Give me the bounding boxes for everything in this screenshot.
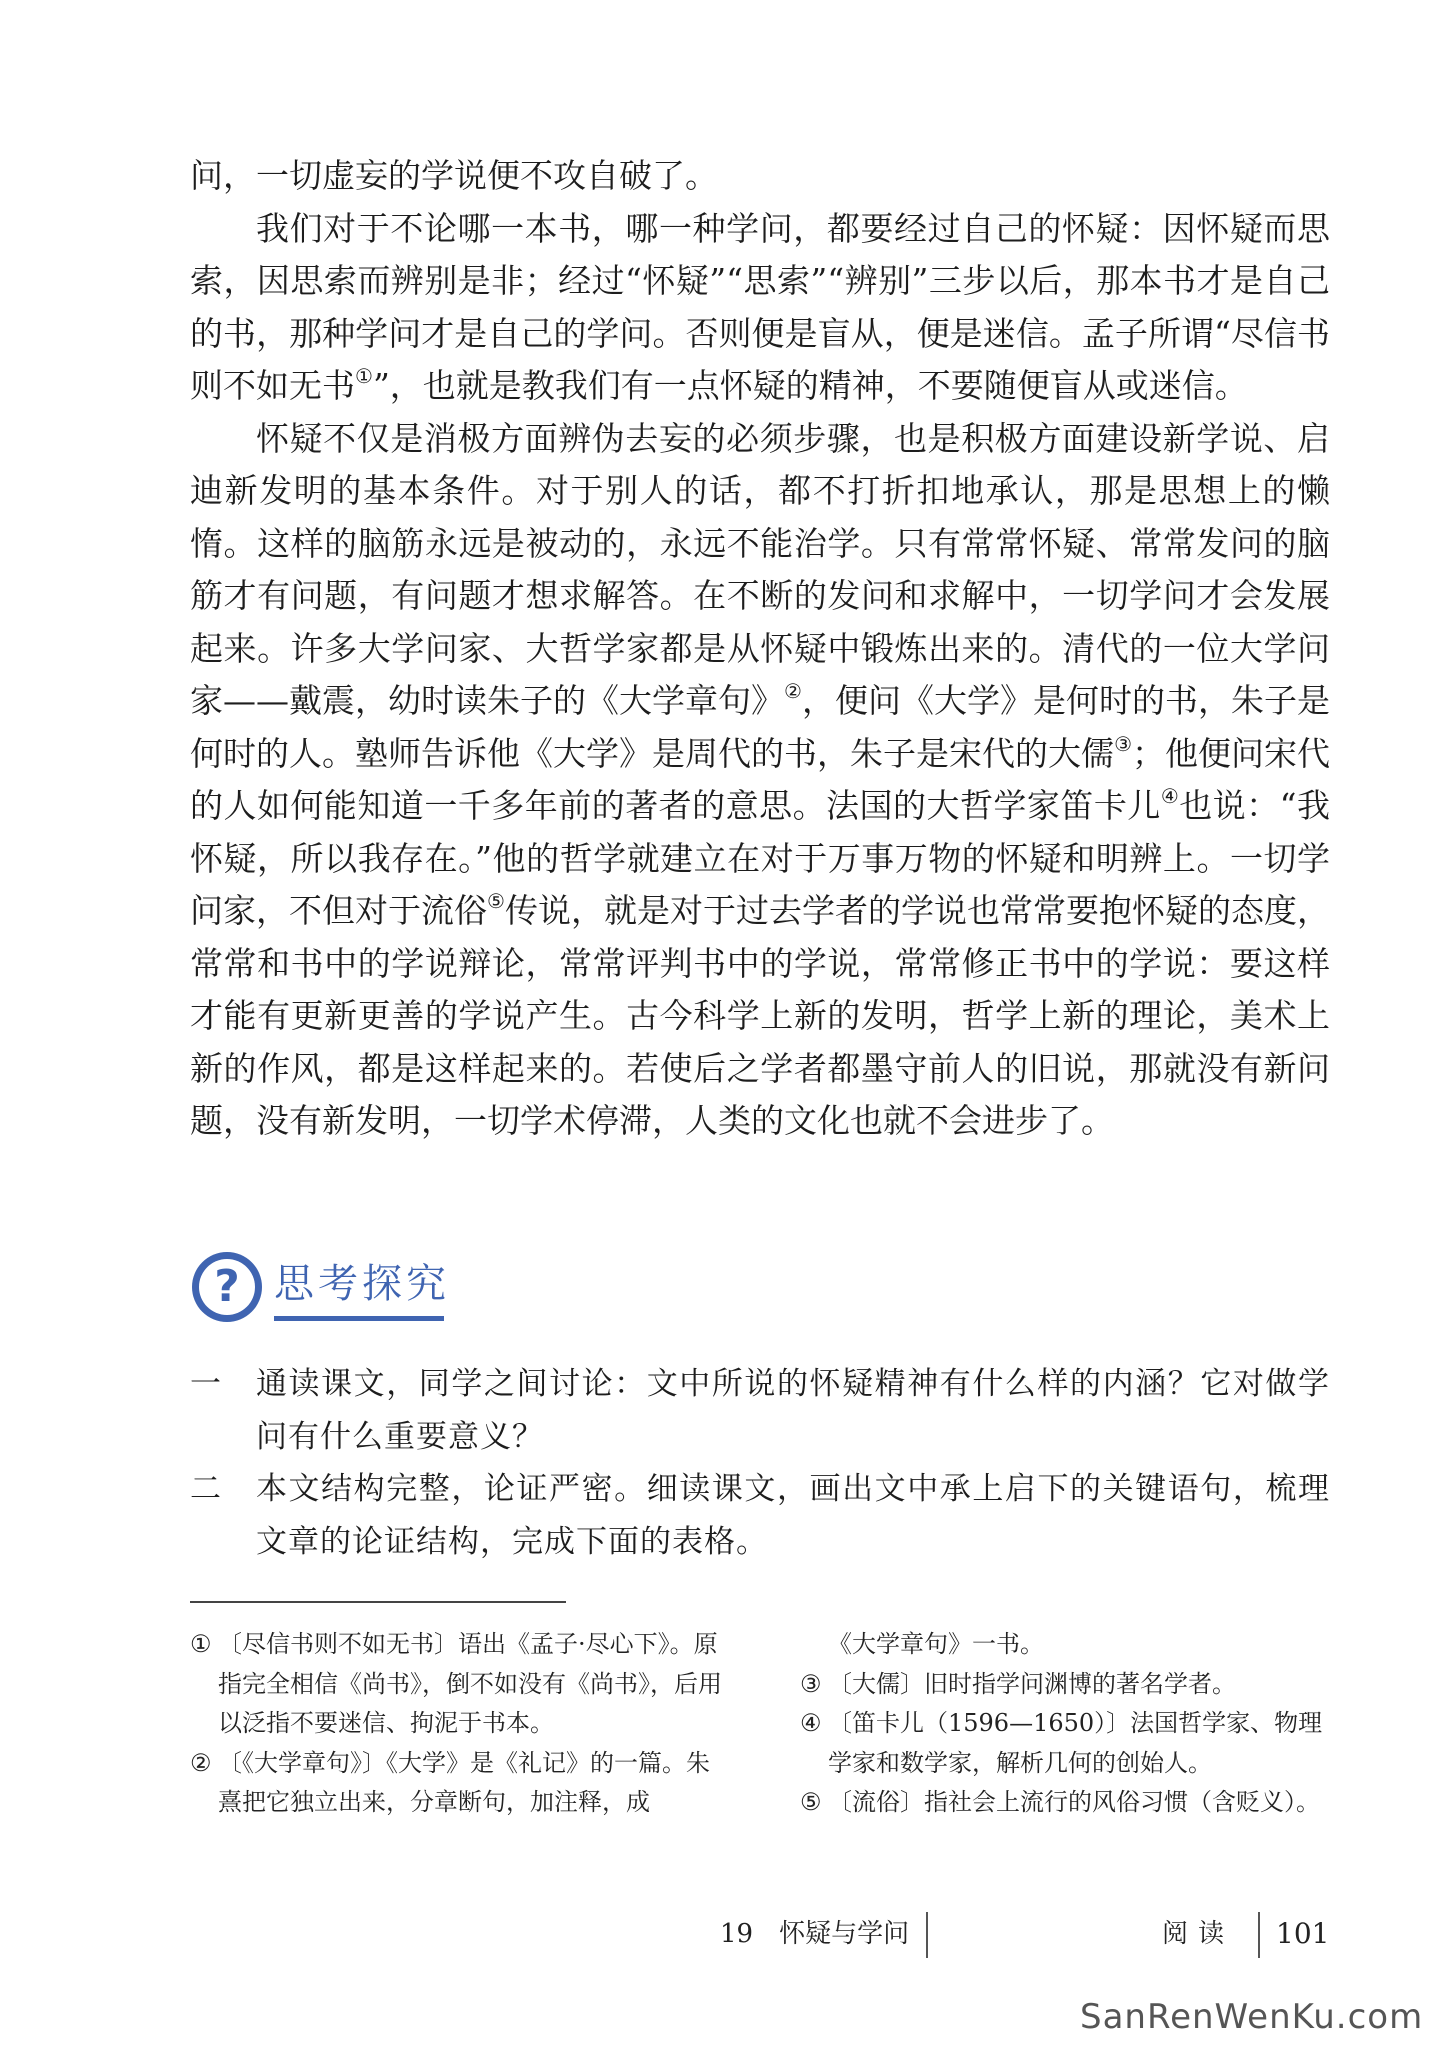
footnote-ref-4[interactable]: ④ bbox=[1160, 784, 1180, 808]
question-text: 通读课文，同学之间讨论：文中所说的怀疑精神有什么样的内涵？它对做学问有什么重要意义？ bbox=[256, 1366, 1330, 1455]
footnote-ref-5[interactable]: ⑤ bbox=[487, 889, 505, 913]
section-title: 思考探究 bbox=[274, 1261, 450, 1307]
question-item bbox=[190, 1463, 1330, 1568]
footer-lesson-title: 19 怀疑与学问 bbox=[720, 1919, 910, 1949]
footnote-2-continued: 《大学章句》一书。 bbox=[828, 1630, 1044, 1658]
watermark: SanRenWenKu.com bbox=[1080, 1997, 1424, 2037]
footer-divider bbox=[1258, 1912, 1260, 1958]
paragraph-2: 我们对于不论哪一本书，哪一种学问，都要经过自己的怀疑：因怀疑而思索，因思索而辨别是非；经过“怀疑”“思索”“辨别”三步以后，那本书才是自己的书，那种学问才是自己的学问。否则便是盲从，便是迷信。孟子所谓“尽信书则不如无书①”，也就是教我们有一点怀疑的精神，不要随便盲从或迷信。 bbox=[190, 208, 1330, 405]
footnotes-left-column bbox=[190, 1625, 730, 1823]
article-body bbox=[190, 150, 1330, 1148]
question-text: 本文结构完整，论证严密。细读课文，画出文中承上启下的关键语句，梳理文章的论证结构，完成下面的表格。 bbox=[256, 1471, 1330, 1560]
footnote-divider bbox=[190, 1601, 566, 1603]
footnote-5: ⑤ 〔流俗〕指社会上流行的风俗习惯（含贬义）。 bbox=[800, 1788, 1320, 1816]
question-number: 二 bbox=[190, 1471, 222, 1507]
question-list bbox=[190, 1358, 1330, 1568]
question-mark-icon: ? bbox=[192, 1252, 262, 1322]
footnote-3: ③ 〔大儒〕旧时指学问渊博的著名学者。 bbox=[800, 1669, 1236, 1698]
footnote-1: ① 〔尽信书则不如无书〕语出《孟子·尽心下》。原指完全相信《尚书》，倒不如没有《尚书》，后用以泛指不要迷信、拘泥于书本。 bbox=[190, 1630, 722, 1737]
section-underline bbox=[274, 1316, 444, 1321]
footnote-ref-1[interactable]: ① bbox=[355, 364, 373, 388]
footer-section-name: 阅读 bbox=[1162, 1919, 1235, 1949]
footnote-2: ② 〔《大学章句》〕《大学》是《礼记》的一篇。朱熹把它独立出来，分章断句，加注释，成 bbox=[190, 1748, 710, 1816]
question-number: 一 bbox=[190, 1366, 222, 1402]
paragraph-3: 怀疑不仅是消极方面辨伪去妄的必须步骤，也是积极方面建设新学说、启迪新发明的基本条件。对于别人的话，都不打折扣地承认，那是思想上的懒惰。这样的脑筋永远是被动的，永远不能治学。只有常常怀疑、常常发问的脑筋才有问题，有问题才想求解答。在不断的发问和求解中，一切学问才会发展起来。许多大学问家、大哲学家都是从怀疑中锻炼出来的。清代的一位大学问家——戴震，幼时读朱子的《大学章句》②，便问《大学》是何时的书，朱子是何时的人。塾师告诉他《大学》是周代的书，朱子是宋代的大儒③；他便问宋代的人如何能知道一千多年前的著者的意思。法国的大哲学家笛卡儿④也说：“我怀疑，所以我存在。”他的哲学就建立在对于万事万物的怀疑和明辨上。一切学问家，不但对于流俗⑤传说，就是对于过去学者的学说也常常要抱怀疑的态度，常常和书中的学说辩论，常常评判书中的学说，常常修正书中的学说：要这样才能有更新更善的学说产生。古今科学上新的发明，哲学上新的理论，美术上新的作风，都是这样起来的。若使后之学者都墨守前人的旧说，那就没有新问题，没有新发明，一切学术停滞，人类的文化也就不会进步了。 bbox=[190, 418, 1331, 1140]
page-number: 101 bbox=[1276, 1917, 1330, 1950]
paragraph-1: 问，一切虚妄的学说便不攻自破了。 bbox=[190, 156, 718, 195]
footnote-4: ④ 〔笛卡儿（1596—1650）〕法国哲学家、物理学家和数学家，解析几何的创始人。 bbox=[800, 1709, 1323, 1777]
section-header bbox=[192, 1252, 492, 1332]
footer-divider bbox=[926, 1912, 928, 1958]
footnote-ref-3[interactable]: ③ bbox=[1114, 731, 1132, 756]
question-item bbox=[190, 1358, 1330, 1463]
footnotes-right-column bbox=[800, 1625, 1330, 1823]
footnote-ref-2[interactable]: ② bbox=[784, 679, 802, 703]
